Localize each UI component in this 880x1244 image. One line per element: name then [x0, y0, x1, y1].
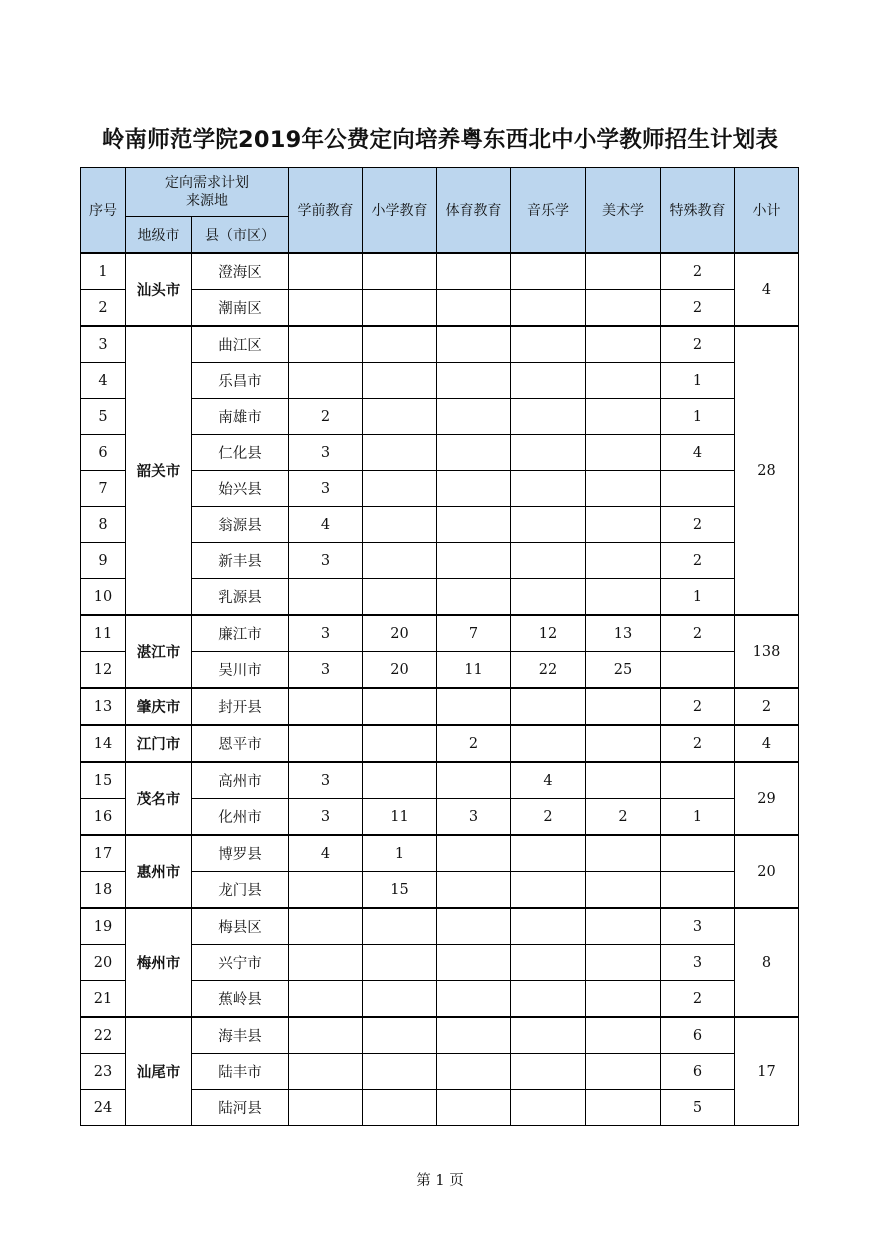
city-cell: 江门市 [126, 725, 192, 762]
value-cell: 3 [289, 615, 363, 652]
county-cell: 高州市 [192, 762, 289, 799]
value-cell [363, 1090, 437, 1126]
value-cell [511, 725, 586, 762]
seq-cell: 7 [81, 471, 126, 507]
value-cell [363, 1017, 437, 1054]
value-cell: 1 [661, 579, 735, 616]
value-cell [511, 326, 586, 363]
value-cell [363, 1054, 437, 1090]
city-cell: 韶关市 [126, 326, 192, 615]
value-cell [363, 981, 437, 1018]
value-cell: 2 [661, 326, 735, 363]
value-cell [437, 908, 511, 945]
value-cell [289, 290, 363, 327]
subtotal-cell: 17 [735, 1017, 799, 1126]
county-cell: 始兴县 [192, 471, 289, 507]
value-cell [586, 908, 661, 945]
value-cell: 25 [586, 652, 661, 689]
value-cell: 13 [586, 615, 661, 652]
value-cell [363, 290, 437, 327]
county-cell: 乳源县 [192, 579, 289, 616]
value-cell [289, 363, 363, 399]
value-cell: 5 [661, 1090, 735, 1126]
value-cell [661, 835, 735, 872]
value-cell [289, 872, 363, 909]
value-cell [586, 507, 661, 543]
seq-cell: 5 [81, 399, 126, 435]
city-cell: 茂名市 [126, 762, 192, 835]
value-cell: 2 [586, 799, 661, 836]
value-cell: 2 [661, 725, 735, 762]
header-corner-line1: 定向需求计划 [165, 175, 249, 191]
seq-cell: 24 [81, 1090, 126, 1126]
county-cell: 澄海区 [192, 253, 289, 290]
value-cell: 22 [511, 652, 586, 689]
seq-cell: 13 [81, 688, 126, 725]
seq-cell: 20 [81, 945, 126, 981]
header-county: 县（市区） [192, 217, 289, 254]
value-cell [586, 981, 661, 1018]
city-cell: 惠州市 [126, 835, 192, 908]
county-cell: 潮南区 [192, 290, 289, 327]
value-cell [586, 762, 661, 799]
value-cell: 3 [289, 471, 363, 507]
seq-cell: 3 [81, 326, 126, 363]
header-subject: 体育教育 [437, 168, 511, 254]
county-cell: 新丰县 [192, 543, 289, 579]
value-cell [437, 945, 511, 981]
value-cell [586, 399, 661, 435]
value-cell: 2 [661, 507, 735, 543]
value-cell [363, 725, 437, 762]
value-cell [511, 688, 586, 725]
value-cell: 6 [661, 1054, 735, 1090]
value-cell [437, 471, 511, 507]
value-cell [586, 688, 661, 725]
value-cell: 11 [437, 652, 511, 689]
value-cell: 6 [661, 1017, 735, 1054]
table-row [81, 326, 799, 363]
value-cell: 4 [289, 835, 363, 872]
value-cell [437, 507, 511, 543]
value-cell [289, 981, 363, 1018]
seq-cell: 11 [81, 615, 126, 652]
value-cell: 1 [363, 835, 437, 872]
value-cell [363, 399, 437, 435]
county-cell: 兴宁市 [192, 945, 289, 981]
value-cell [437, 688, 511, 725]
page-number: 第 1 页 [416, 1173, 464, 1189]
value-cell [511, 835, 586, 872]
header-city: 地级市 [126, 217, 192, 254]
value-cell [511, 579, 586, 616]
value-cell [437, 290, 511, 327]
value-cell [586, 1090, 661, 1126]
value-cell: 11 [363, 799, 437, 836]
value-cell [511, 399, 586, 435]
value-cell: 3 [289, 762, 363, 799]
table-row [81, 688, 799, 725]
seq-cell: 4 [81, 363, 126, 399]
county-cell: 蕉岭县 [192, 981, 289, 1018]
value-cell: 4 [511, 762, 586, 799]
value-cell [586, 1054, 661, 1090]
value-cell: 2 [661, 253, 735, 290]
value-cell: 2 [511, 799, 586, 836]
city-cell: 湛江市 [126, 615, 192, 688]
value-cell [511, 507, 586, 543]
seq-cell: 1 [81, 253, 126, 290]
value-cell [586, 326, 661, 363]
seq-cell: 18 [81, 872, 126, 909]
value-cell [586, 1017, 661, 1054]
value-cell [586, 579, 661, 616]
table-row [81, 1017, 799, 1054]
county-cell: 封开县 [192, 688, 289, 725]
value-cell: 2 [661, 615, 735, 652]
header-subject: 小学教育 [363, 168, 437, 254]
county-cell: 廉江市 [192, 615, 289, 652]
value-cell [289, 579, 363, 616]
value-cell [437, 579, 511, 616]
seq-cell: 2 [81, 290, 126, 327]
county-cell: 曲江区 [192, 326, 289, 363]
value-cell [363, 326, 437, 363]
enrollment-plan-table [80, 167, 799, 1126]
value-cell [586, 435, 661, 471]
county-cell: 翁源县 [192, 507, 289, 543]
value-cell [437, 326, 511, 363]
value-cell [661, 762, 735, 799]
value-cell [437, 1054, 511, 1090]
value-cell [511, 363, 586, 399]
value-cell [289, 945, 363, 981]
value-cell [363, 762, 437, 799]
value-cell: 7 [437, 615, 511, 652]
city-cell: 汕头市 [126, 253, 192, 326]
subtotal-cell: 4 [735, 253, 799, 326]
seq-cell: 22 [81, 1017, 126, 1054]
value-cell [437, 835, 511, 872]
value-cell: 15 [363, 872, 437, 909]
value-cell [363, 363, 437, 399]
value-cell [511, 290, 586, 327]
header-subtotal: 小计 [735, 168, 799, 254]
table-row [81, 253, 799, 290]
seq-cell: 15 [81, 762, 126, 799]
value-cell [289, 725, 363, 762]
value-cell [586, 253, 661, 290]
value-cell [511, 945, 586, 981]
value-cell: 2 [661, 543, 735, 579]
value-cell [289, 1090, 363, 1126]
county-cell: 化州市 [192, 799, 289, 836]
value-cell: 12 [511, 615, 586, 652]
value-cell [586, 872, 661, 909]
value-cell: 3 [289, 799, 363, 836]
county-cell: 吴川市 [192, 652, 289, 689]
value-cell: 3 [289, 435, 363, 471]
value-cell: 2 [437, 725, 511, 762]
value-cell [363, 507, 437, 543]
value-cell [586, 835, 661, 872]
seq-cell: 6 [81, 435, 126, 471]
header-subject: 学前教育 [289, 168, 363, 254]
value-cell [511, 1090, 586, 1126]
seq-cell: 23 [81, 1054, 126, 1090]
value-cell [511, 908, 586, 945]
county-cell: 龙门县 [192, 872, 289, 909]
page-title: 岭南师范学院2019年公费定向培养粤东西北中小学教师招生计划表 [101, 127, 779, 153]
county-cell: 仁化县 [192, 435, 289, 471]
subtotal-cell: 28 [735, 326, 799, 615]
subtotal-cell: 29 [735, 762, 799, 835]
value-cell: 1 [661, 399, 735, 435]
value-cell [363, 579, 437, 616]
seq-cell: 16 [81, 799, 126, 836]
value-cell [586, 471, 661, 507]
value-cell [437, 363, 511, 399]
county-cell: 南雄市 [192, 399, 289, 435]
value-cell [511, 1054, 586, 1090]
value-cell [511, 543, 586, 579]
value-cell [289, 908, 363, 945]
seq-cell: 8 [81, 507, 126, 543]
value-cell [363, 945, 437, 981]
value-cell [437, 1090, 511, 1126]
header-subject: 音乐学 [511, 168, 586, 254]
table-row [81, 762, 799, 799]
value-cell [289, 1017, 363, 1054]
value-cell [363, 435, 437, 471]
table-header [81, 168, 799, 254]
value-cell: 3 [661, 945, 735, 981]
subtotal-cell: 8 [735, 908, 799, 1017]
seq-cell: 10 [81, 579, 126, 616]
value-cell: 2 [661, 290, 735, 327]
county-cell: 海丰县 [192, 1017, 289, 1054]
table-row [81, 615, 799, 652]
subtotal-cell: 2 [735, 688, 799, 725]
seq-cell: 21 [81, 981, 126, 1018]
value-cell [437, 872, 511, 909]
value-cell: 2 [289, 399, 363, 435]
value-cell [511, 471, 586, 507]
city-cell: 肇庆市 [126, 688, 192, 725]
value-cell [289, 253, 363, 290]
value-cell [363, 543, 437, 579]
county-cell: 博罗县 [192, 835, 289, 872]
value-cell: 1 [661, 799, 735, 836]
subtotal-cell: 4 [735, 725, 799, 762]
value-cell: 20 [363, 615, 437, 652]
value-cell [289, 1054, 363, 1090]
value-cell: 4 [289, 507, 363, 543]
value-cell [511, 253, 586, 290]
seq-cell: 17 [81, 835, 126, 872]
header-seq: 序号 [81, 168, 126, 254]
value-cell [437, 543, 511, 579]
seq-cell: 9 [81, 543, 126, 579]
value-cell [363, 471, 437, 507]
value-cell: 4 [661, 435, 735, 471]
county-cell: 梅县区 [192, 908, 289, 945]
value-cell [586, 543, 661, 579]
table-body [81, 253, 799, 1126]
value-cell [437, 399, 511, 435]
header-subject: 特殊教育 [661, 168, 735, 254]
value-cell [511, 981, 586, 1018]
value-cell [511, 1017, 586, 1054]
value-cell: 20 [363, 652, 437, 689]
value-cell: 2 [661, 688, 735, 725]
header-corner [126, 168, 289, 217]
value-cell: 3 [661, 908, 735, 945]
value-cell [661, 471, 735, 507]
value-cell [437, 762, 511, 799]
header-corner-line2: 来源地 [186, 193, 228, 209]
value-cell [586, 363, 661, 399]
value-cell [363, 253, 437, 290]
city-cell: 梅州市 [126, 908, 192, 1017]
table-row [81, 835, 799, 872]
value-cell [437, 435, 511, 471]
value-cell [289, 326, 363, 363]
table-row [81, 908, 799, 945]
county-cell: 陆丰市 [192, 1054, 289, 1090]
seq-cell: 12 [81, 652, 126, 689]
value-cell: 3 [289, 543, 363, 579]
value-cell: 1 [661, 363, 735, 399]
value-cell [661, 652, 735, 689]
value-cell [586, 945, 661, 981]
value-cell [661, 872, 735, 909]
subtotal-cell: 138 [735, 615, 799, 688]
county-cell: 陆河县 [192, 1090, 289, 1126]
value-cell: 3 [437, 799, 511, 836]
value-cell [511, 872, 586, 909]
value-cell [586, 725, 661, 762]
value-cell [437, 981, 511, 1018]
value-cell [289, 688, 363, 725]
value-cell: 2 [661, 981, 735, 1018]
value-cell [363, 688, 437, 725]
value-cell [437, 1017, 511, 1054]
value-cell: 3 [289, 652, 363, 689]
value-cell [511, 435, 586, 471]
value-cell [363, 908, 437, 945]
county-cell: 乐昌市 [192, 363, 289, 399]
value-cell [437, 253, 511, 290]
seq-cell: 14 [81, 725, 126, 762]
header-subject: 美术学 [586, 168, 661, 254]
table-row [81, 725, 799, 762]
seq-cell: 19 [81, 908, 126, 945]
subtotal-cell: 20 [735, 835, 799, 908]
city-cell: 汕尾市 [126, 1017, 192, 1126]
county-cell: 恩平市 [192, 725, 289, 762]
value-cell [586, 290, 661, 327]
